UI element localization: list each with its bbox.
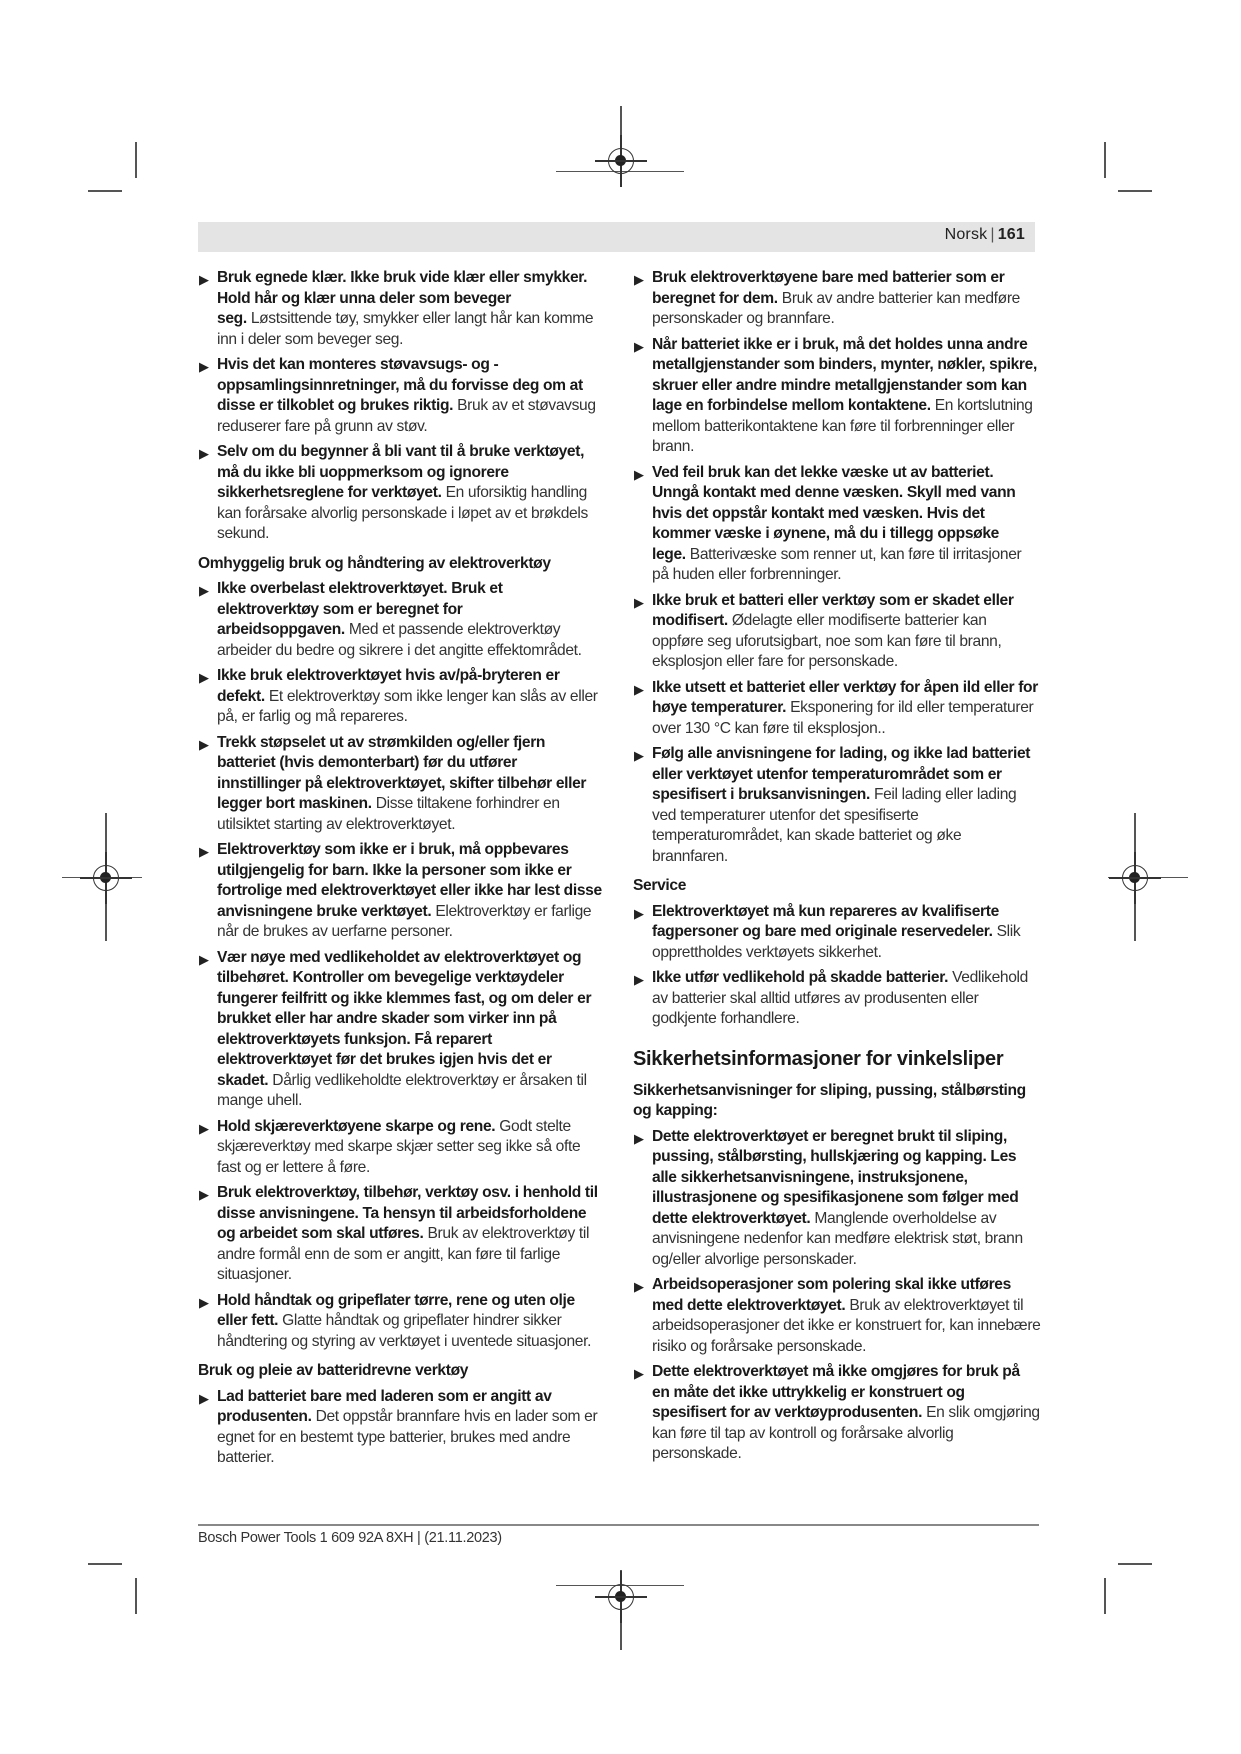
bullet-list [198, 1387, 604, 1469]
bullet-list [198, 268, 604, 545]
footer-text: Bosch Power Tools 1 609 92A 8XH | (21.11.2023) [198, 1530, 502, 1546]
left-column [198, 268, 604, 1474]
header-language: Norsk [944, 226, 988, 243]
bullet-lead-text: Når batteriet ikke er i bruk, må det holdes unna andre metallgjenstander som binders, mynter, nøkler, spikre, skruer eller andre mindre metallgjenstander som kan lage en forbindelse mellom kontaktene. [652, 335, 1037, 414]
bullet-list [198, 579, 604, 1352]
bullet-body-text: Disse tiltakene forhindrer en utilsiktet starting av elektroverktøyet. [217, 795, 560, 833]
bullet-lead-text: Bruk elektroverktøyene bare med batterier som er beregnet for dem. [652, 269, 1005, 307]
footer-rule [198, 1524, 1039, 1526]
bullet-item [633, 268, 1041, 330]
bullet-arrow-icon: ▶ [634, 748, 644, 763]
bullet-arrow-icon: ▶ [634, 338, 644, 354]
bullet-arrow-icon: ▶ [199, 1120, 209, 1136]
bullet-item [633, 463, 1041, 586]
bullet-item [198, 948, 604, 1112]
registration-mark-icon [608, 148, 634, 174]
registration-mark-icon [608, 1584, 634, 1610]
bullet-item [633, 1127, 1041, 1271]
bullet-body-text: Eksponering for ild eller temperaturer over 130 °C kan føre til eksplosjon.. [652, 699, 1034, 737]
crop-mark [1104, 1578, 1106, 1614]
bullet-arrow-icon: ▶ [634, 272, 644, 287]
bullet-item [633, 335, 1041, 458]
bullet-item [633, 678, 1041, 740]
bullet-arrow-icon: ▶ [634, 1130, 644, 1146]
bullet-body-text: Slik opprettholdes verktøyets sikkerhet. [652, 923, 1021, 961]
bullet-arrow-icon: ▶ [199, 736, 209, 752]
bullet-item [198, 840, 604, 943]
bullet-body-text: En uforsiktig handling kan forårsake alvorlig personskade i løpet av et brøkdels sekund. [217, 484, 588, 542]
subheading: Omhyggelig bruk og håndtering av elektroverktøy [198, 554, 551, 572]
bullet-arrow-icon: ▶ [199, 1187, 209, 1202]
bullet-item [198, 1291, 604, 1353]
crop-mark [135, 142, 137, 178]
bullet-item [198, 442, 604, 545]
bullet-lead-text: Ikke bruk elektroverktøyet hvis av/på-bryteren er defekt. [217, 667, 560, 705]
crop-mark [1104, 142, 1106, 178]
bullet-lead-text: Selv om du begynner å bli vant til å bruke verktøyet, må du ikke bli uoppmerksom og ignorere sikkerhetsreglene for verktøyet. [217, 443, 585, 501]
bullet-lead-text: Ikke overbelast elektroverktøyet. Bruk et elektroverktøy som er beregnet for arbeidsoppgaven. [217, 580, 503, 638]
bullet-body-text: Bruk av elektroverktøy til andre formål enn de som er angitt, kan føre til farlige situasjoner. [217, 1225, 590, 1283]
bullet-list [633, 1127, 1041, 1465]
bullet-arrow-icon: ▶ [634, 594, 644, 610]
bullet-lead-text: Ikke utfør vedlikehold på skadde batterier. [652, 969, 949, 986]
bullet-item [198, 666, 604, 728]
bullet-lead-text: Bruk egnede klær. Ikke bruk vide klær eller smykker. Hold hår og klær unna deler som beveger seg. [217, 269, 588, 327]
bullet-lead-text: Vær nøye med vedlikeholdet av elektroverktøyet og tilbehøret. Kontroller om bevegelige verktøydeler fungerer feilfritt og ikke klemmes fast, og om deler er brukket eller har andre skader som virker inn på elektroverktøyets funksjon. Få reparert elektroverktøyet før det brukes igjen hvis det er skadet. [217, 948, 592, 1089]
bullet-item [198, 579, 604, 661]
bullet-arrow-icon: ▶ [199, 583, 209, 598]
right-column [633, 268, 1041, 1470]
bullet-arrow-icon: ▶ [199, 359, 209, 374]
bullet-body-text: Med et passende elektroverktøy arbeider du bedre og sikrere i det angitte effektområdet. [217, 621, 582, 659]
header-separator: | [990, 226, 995, 243]
page-header [198, 222, 1035, 252]
bullet-arrow-icon: ▶ [199, 670, 209, 685]
bullet-arrow-icon: ▶ [634, 905, 644, 921]
registration-mark-icon [1122, 865, 1148, 891]
bullet-body-text: Det oppstår brannfare hvis en lader som er egnet for en bestemt type batterier, brukes med andre batterier. [217, 1408, 598, 1466]
crop-mark [1118, 1563, 1152, 1565]
bullet-body-text: Dårlig vedlikeholdte elektroverktøy er årsaken til mange uhell. [217, 1071, 587, 1109]
bullet-body-text: Bruk av elektroverktøyet til arbeidsoperasjoner det ikke er konstruert for, kan innebære risiko og forårsake personskade. [652, 1296, 1041, 1355]
crop-mark [88, 190, 122, 192]
bullet-lead-text: Bruk elektroverktøy, tilbehør, verktøy osv. i henhold til disse anvisningene. Ta hensyn til arbeidsforholdene og arbeidet som skal utføres. [217, 1184, 598, 1242]
crop-mark [1118, 190, 1152, 192]
bullet-item [633, 591, 1041, 673]
bullet-lead-text: Hvis det kan monteres støvavsugs- og -oppsamlingsinnretninger, må du forvisse deg om at disse er tilkoblet og brukes riktig. [217, 356, 583, 414]
bullet-arrow-icon: ▶ [634, 972, 644, 987]
subheading: Service [633, 877, 687, 894]
registration-mark-icon [93, 865, 119, 891]
bullet-list [633, 268, 1041, 867]
bullet-item [198, 1183, 604, 1286]
bullet-arrow-icon: ▶ [634, 466, 644, 482]
subheading: Sikkerhetsanvisninger for sliping, pussing, stålbørsting og kapping: [633, 1081, 1026, 1119]
bullet-item [633, 968, 1041, 1030]
bullet-body-text: Et elektroverktøy som ikke lenger kan slås av eller på, er farlig og må repareres. [217, 687, 598, 725]
bullet-item [198, 733, 604, 836]
bullet-item [198, 1117, 604, 1179]
bullet-body-text: Ødelagte eller modifiserte batterier kan oppføre seg uforutsigbart, noe som kan føre til brann, eksplosjon eller fare for personskade. [652, 612, 1002, 670]
bullet-arrow-icon: ▶ [634, 681, 644, 697]
bullet-item [633, 1275, 1041, 1357]
bullet-lead-text: Elektroverktøy som ikke er i bruk, må oppbevares utilgjengelig for barn. Ikke la personer som ikke er fortrolige med elektroverktøyet eller ikke har lest disse anvisningene bruke verktøyet. [217, 841, 602, 920]
bullet-lead-text: Dette elektroverktøyet må ikke omgjøres for bruk på en måte det ikke uttrykkelig er konstruert og spesifisert for av verktøyprodusenten. [652, 1363, 1020, 1421]
bullet-arrow-icon: ▶ [199, 1294, 209, 1310]
bullet-item [198, 355, 604, 437]
bullet-body-text: Godt stelte skjæreverktøy med skarpe skjær setter seg ikke så ofte fast og er lettere å føre. [217, 1117, 581, 1176]
bullet-item [198, 268, 604, 350]
bullet-arrow-icon: ▶ [199, 272, 209, 287]
bullet-lead-text: Elektroverktøyet må kun repareres av kvalifiserte fagpersoner og bare med originale reservedeler. [652, 902, 999, 940]
bullet-arrow-icon: ▶ [199, 1390, 209, 1406]
bullet-lead-text: Følg alle anvisningene for lading, og ikke lad batteriet eller verktøyet utenfor temperaturområdet som er spesifisert i bruksanvisningen. [652, 745, 1031, 803]
bullet-arrow-icon: ▶ [199, 951, 209, 967]
bullet-body-text: Løstsittende tøy, smykker eller langt hår kan komme inn i deler som beveger seg. [217, 310, 594, 348]
bullet-item [198, 1387, 604, 1469]
bullet-lead-text: Ikke bruk et batteri eller verktøy som er skadet eller modifisert. [652, 591, 1014, 629]
bullet-lead-text: Hold skjæreverktøyene skarpe og rene. [217, 1117, 496, 1135]
bullet-lead-text: Arbeidsoperasjoner som polering skal ikke utføres med dette elektroverktøyet. [652, 1276, 1011, 1314]
bullet-arrow-icon: ▶ [634, 1279, 644, 1294]
subheading: Bruk og pleie av batteridrevne verktøy [198, 1362, 469, 1379]
bullet-body-text: Elektroverktøy er farlige når de brukes av uerfarne personer. [217, 902, 592, 940]
crop-mark [88, 1563, 122, 1565]
bullet-lead-text: Lad batteriet bare med laderen som er angitt av produsenten. [217, 1387, 552, 1425]
bullet-lead-text: Hold håndtak og gripeflater tørre, rene og uten olje eller fett. [217, 1291, 575, 1329]
bullet-body-text: Manglende overholdelse av anvisningene nedenfor kan medføre elektrisk støt, brann og/eller alvorlige personskader. [652, 1209, 1023, 1268]
bullet-lead-text: Dette elektroverktøyet er beregnet brukt til sliping, pussing, stålbørsting, hullskjæring og kapping. Les alle sikkerhetsanvisningene, instruksjonene, illustrasjonene og spesifikasjonene som følger med dette elektroverktøyet. [652, 1127, 1019, 1227]
bullet-body-text: En kortslutning mellom batterikontaktene kan føre til forbrenninger eller brann. [652, 397, 1033, 455]
header-text [945, 226, 1025, 244]
bullet-arrow-icon: ▶ [199, 844, 209, 859]
bullet-body-text: Feil lading eller lading ved temperaturer utenfor det spesifiserte temperaturområdet, kan skade batteriet og øke brannfaren. [652, 786, 1017, 865]
bullet-list [633, 902, 1041, 1030]
bullet-item [633, 1362, 1041, 1465]
bullet-body-text: Batterivæske som renner ut, kan føre til irritasjoner på huden eller forbrenninger. [652, 545, 1022, 583]
bullet-lead-text: Trekk støpselet ut av strømkilden og/eller fjern batteriet (hvis demonterbart) før du utfører innstillinger på elektroverktøyet, skifter tilbehør eller legger bort maskinen. [217, 733, 587, 812]
section-title: Sikkerhetsinformasjoner for vinkelsliper [633, 1047, 1004, 1070]
crop-mark [135, 1578, 137, 1614]
page-number: 161 [997, 226, 1025, 243]
bullet-lead-text: Ikke utsett et batteriet eller verktøy for åpen ild eller for høye temperaturer. [652, 678, 1038, 716]
bullet-item [633, 744, 1041, 867]
bullet-lead-text: Ved feil bruk kan det lekke væske ut av batteriet. Unngå kontakt med denne væsken. Skyll med vann hvis det oppstår kontakt med væsken. Hvis det kommer væske i øynene, må du i tillegg oppsøke lege. [652, 463, 1016, 563]
bullet-body-text: Bruk av andre batterier kan medføre personskader og brannfare. [652, 289, 1020, 327]
bullet-body-text: En slik omgjøring kan føre til tap av kontroll og forårsake alvorlig personskade. [652, 1404, 1040, 1462]
bullet-arrow-icon: ▶ [199, 446, 209, 461]
bullet-item [633, 902, 1041, 964]
bullet-body-text: Glatte håndtak og gripeflater hindrer sikker håndtering og styring av verktøyet i uventede situasjoner. [217, 1312, 592, 1350]
bullet-body-text: Bruk av et støvavsug reduserer fare på grunn av støv. [217, 397, 596, 435]
bullet-body-text: Vedlikehold av batterier skal alltid utføres av produsenten eller godkjente forhandlere. [652, 969, 1028, 1027]
bullet-arrow-icon: ▶ [634, 1366, 644, 1381]
